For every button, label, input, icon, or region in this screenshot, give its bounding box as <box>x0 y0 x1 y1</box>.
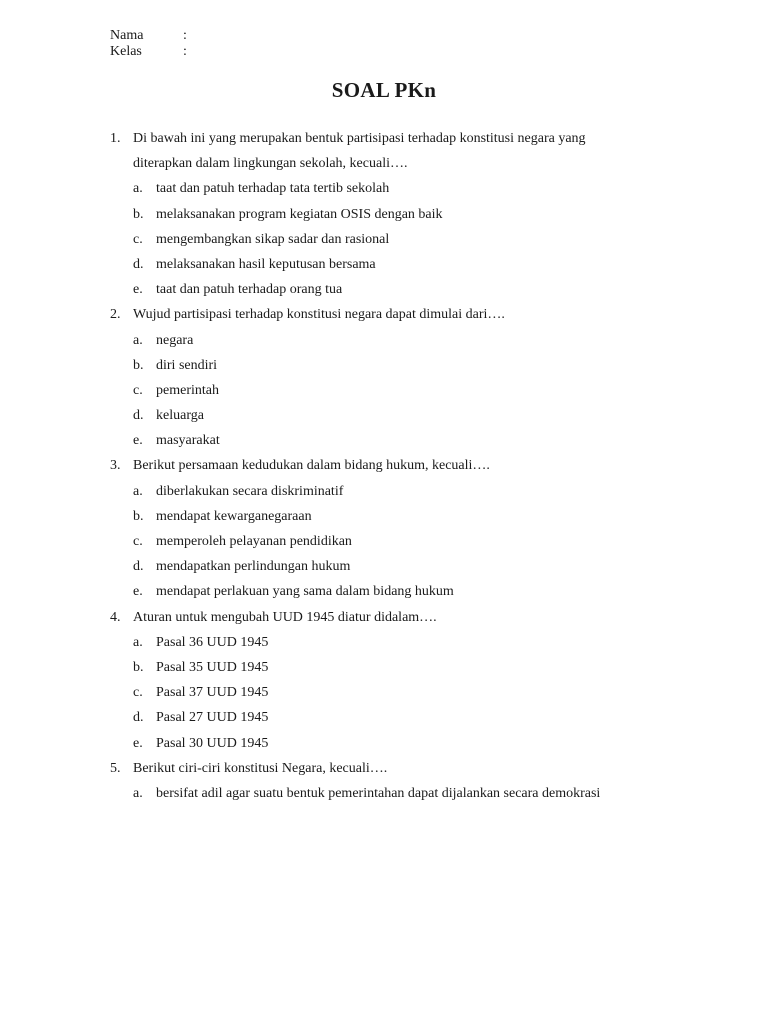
question-number: 1. <box>110 131 121 146</box>
option-text: mengembangkan sikap sadar dan rasional <box>156 231 390 247</box>
option-item <box>110 277 670 302</box>
option-text: keluarga <box>156 408 204 424</box>
question-1-continued <box>110 151 670 176</box>
option-letter: c. <box>133 382 143 398</box>
option-text: taat dan patuh terhadap orang tua <box>156 282 343 298</box>
option-text: taat dan patuh terhadap tata tertib sekolah <box>156 181 390 197</box>
option-text: diri sendiri <box>156 357 218 373</box>
question-4 <box>110 605 670 630</box>
question-text: diterapkan dalam lingkungan sekolah, kecuali…. <box>133 156 408 172</box>
option-letter: c. <box>133 231 143 247</box>
name-row <box>110 28 187 44</box>
option-letter: a. <box>133 483 143 499</box>
option-text: diberlakukan secara diskriminatif <box>156 483 344 499</box>
option-letter: a. <box>133 785 143 801</box>
name-separator: : <box>183 28 187 43</box>
option-letter: a. <box>133 634 143 650</box>
option-letter: b. <box>133 206 144 222</box>
option-letter: d. <box>133 559 144 575</box>
option-item <box>110 252 670 277</box>
option-text: Pasal 36 UUD 1945 <box>156 634 269 650</box>
option-item <box>110 428 670 453</box>
class-label: Kelas <box>110 44 142 59</box>
option-text: masyarakat <box>156 433 220 449</box>
option-text: bersifat adil agar suatu bentuk pemerintahan dapat dijalankan secara demokrasi <box>156 785 601 801</box>
option-item <box>110 202 670 227</box>
option-letter: b. <box>133 508 144 524</box>
option-letter: d. <box>133 408 144 424</box>
question-number: 3. <box>110 458 121 474</box>
option-letter: d. <box>133 710 144 726</box>
question-number: 2. <box>110 307 121 323</box>
option-item <box>110 328 670 353</box>
option-item <box>110 479 670 504</box>
option-letter: e. <box>133 584 143 600</box>
option-item <box>110 504 670 529</box>
option-text: negara <box>156 332 194 348</box>
option-item <box>110 554 670 579</box>
option-letter: e. <box>133 735 143 751</box>
option-text: memperoleh pelayanan pendidikan <box>156 534 352 549</box>
option-letter: a. <box>133 332 143 348</box>
option-letter: a. <box>133 181 143 197</box>
question-number: 5. <box>110 760 121 776</box>
option-item <box>110 529 670 554</box>
option-item <box>110 227 670 252</box>
option-text: Pasal 27 UUD 1945 <box>156 710 269 726</box>
question-1 <box>110 126 670 151</box>
option-letter: c. <box>133 685 143 701</box>
option-letter: c. <box>133 534 143 549</box>
option-text: mendapatkan perlindungan hukum <box>156 559 351 575</box>
option-text: melaksanakan hasil keputusan bersama <box>156 256 376 272</box>
option-item <box>110 781 670 806</box>
option-text: pemerintah <box>156 382 219 398</box>
option-item <box>110 680 670 705</box>
option-item <box>110 403 670 428</box>
option-item <box>110 378 670 403</box>
option-letter: e. <box>133 433 143 449</box>
question-text: Berikut persamaan kedudukan dalam bidang hukum, kecuali…. <box>133 458 490 474</box>
question-list <box>110 126 670 806</box>
option-text: mendapat kewarganegaraan <box>156 508 312 524</box>
question-text: Di bawah ini yang merupakan bentuk partisipasi terhadap konstitusi negara yang <box>133 131 586 146</box>
option-item <box>110 353 670 378</box>
page-title: SOAL PKn <box>331 78 437 102</box>
question-text: Berikut ciri-ciri konstitusi Negara, kecuali…. <box>133 760 388 776</box>
option-text: Pasal 30 UUD 1945 <box>156 735 269 751</box>
option-item <box>110 630 670 655</box>
option-letter: b. <box>133 659 144 675</box>
student-identity-block <box>110 28 187 60</box>
option-item <box>110 579 670 604</box>
question-2 <box>110 302 670 327</box>
option-text: melaksanakan program kegiatan OSIS dengan baik <box>156 206 443 222</box>
question-text: Wujud partisipasi terhadap konstitusi negara dapat dimulai dari…. <box>133 307 505 323</box>
option-text: Pasal 35 UUD 1945 <box>156 659 269 675</box>
class-separator: : <box>183 44 187 59</box>
option-item <box>110 655 670 680</box>
option-letter: e. <box>133 282 143 298</box>
question-number: 4. <box>110 609 121 625</box>
question-5 <box>110 756 670 781</box>
option-text: Pasal 37 UUD 1945 <box>156 685 269 701</box>
option-text: mendapat perlakuan yang sama dalam bidang hukum <box>156 584 454 600</box>
option-letter: d. <box>133 256 144 272</box>
option-item <box>110 176 670 201</box>
class-row <box>110 44 187 60</box>
question-3 <box>110 453 670 478</box>
question-text: Aturan untuk mengubah UUD 1945 diatur didalam…. <box>133 609 437 625</box>
option-item <box>110 731 670 756</box>
name-label: Nama <box>110 28 144 43</box>
option-letter: b. <box>133 357 144 373</box>
option-item <box>110 705 670 730</box>
